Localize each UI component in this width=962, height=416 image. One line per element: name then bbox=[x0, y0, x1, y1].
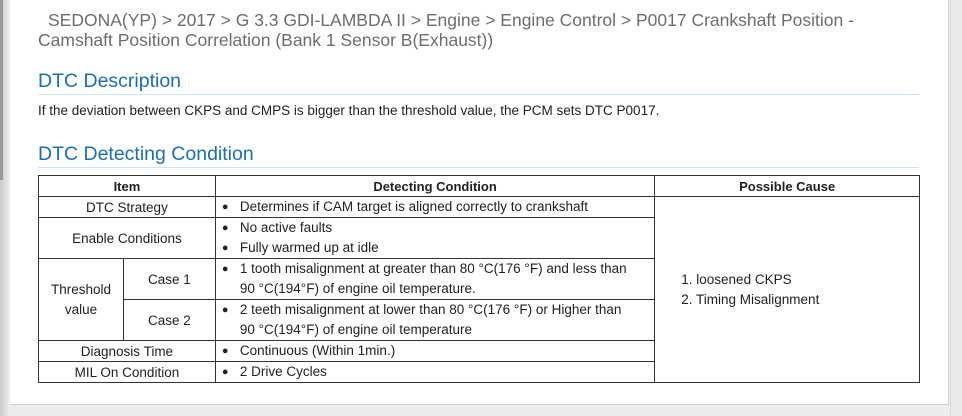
bullet-icon: ● bbox=[221, 222, 229, 234]
header-item: Item bbox=[39, 176, 216, 197]
condition-text bbox=[240, 300, 622, 340]
bullet-icon: ● bbox=[221, 263, 229, 275]
left-window-edge bbox=[0, 0, 8, 416]
breadcrumb-line-1: SEDONA(YP) > 2017 > G 3.3 GDI-LAMBDA II > Engine > Engine Control > P0017 Crankshaft Position - bbox=[48, 10, 854, 30]
bullet-icon: ● bbox=[221, 366, 229, 378]
condition-line: 90 °C(194°F) of engine oil temperature. bbox=[239, 281, 476, 296]
condition-text: No active faults bbox=[239, 220, 333, 235]
item-mil-on-condition: MIL On Condition bbox=[39, 362, 216, 383]
header-detecting-condition: Detecting Condition bbox=[215, 176, 654, 197]
threshold-case-1: Case 1 bbox=[123, 259, 215, 300]
condition-text: Continuous (Within 1min.) bbox=[239, 343, 396, 358]
condition-text bbox=[240, 259, 627, 299]
bullet-icon: ● bbox=[221, 304, 229, 316]
possible-cause-item: 2. Timing Misalignment bbox=[681, 291, 820, 307]
condition-line: 1 tooth misalignment at greater than 80 °C(176 °F) and less than bbox=[239, 261, 627, 276]
header-possible-cause: Possible Cause bbox=[655, 176, 920, 197]
table-header-row bbox=[39, 176, 920, 197]
item-threshold-value: Threshold value bbox=[39, 259, 124, 341]
condition-cell bbox=[215, 197, 654, 218]
item-dtc-strategy: DTC Strategy bbox=[39, 197, 216, 218]
condition-text: Determines if CAM target is aligned correctly to crankshaft bbox=[239, 199, 589, 214]
dtc-description-heading: DTC Description bbox=[38, 69, 919, 95]
condition-cell bbox=[215, 341, 654, 362]
breadcrumb bbox=[38, 10, 918, 50]
condition-cell bbox=[215, 218, 654, 259]
condition-line: 2 teeth misalignment at lower than 80 °C(176 °F) or Higher than bbox=[239, 302, 622, 317]
possible-cause-item: 1. loosened CKPS bbox=[681, 271, 792, 287]
dtc-detecting-condition-heading: DTC Detecting Condition bbox=[38, 142, 919, 168]
condition-cell bbox=[215, 259, 654, 300]
possible-cause-cell bbox=[655, 197, 920, 383]
condition-text: 2 Drive Cycles bbox=[239, 364, 327, 379]
dtc-description-text: If the deviation between CKPS and CMPS is bigger than the threshold value, the PCM sets DTC P0017. bbox=[38, 103, 660, 118]
item-diagnosis-time: Diagnosis Time bbox=[39, 341, 216, 362]
vertical-scrollbar[interactable] bbox=[950, 0, 962, 416]
detecting-condition-table bbox=[38, 175, 920, 383]
threshold-case-2: Case 2 bbox=[123, 300, 215, 341]
table-row bbox=[39, 197, 920, 218]
bullet-icon: ● bbox=[221, 201, 229, 213]
item-enable-conditions: Enable Conditions bbox=[39, 218, 216, 259]
bullet-icon: ● bbox=[221, 345, 229, 357]
condition-line: 90 °C(194°F) of engine oil temperature bbox=[239, 322, 473, 337]
breadcrumb-line-2: Camshaft Position Correlation (Bank 1 Sensor B(Exhaust)) bbox=[38, 30, 494, 50]
condition-cell bbox=[215, 362, 654, 383]
bullet-icon: ● bbox=[221, 242, 229, 254]
condition-text: Fully warmed up at idle bbox=[239, 240, 379, 255]
condition-cell bbox=[215, 300, 654, 341]
